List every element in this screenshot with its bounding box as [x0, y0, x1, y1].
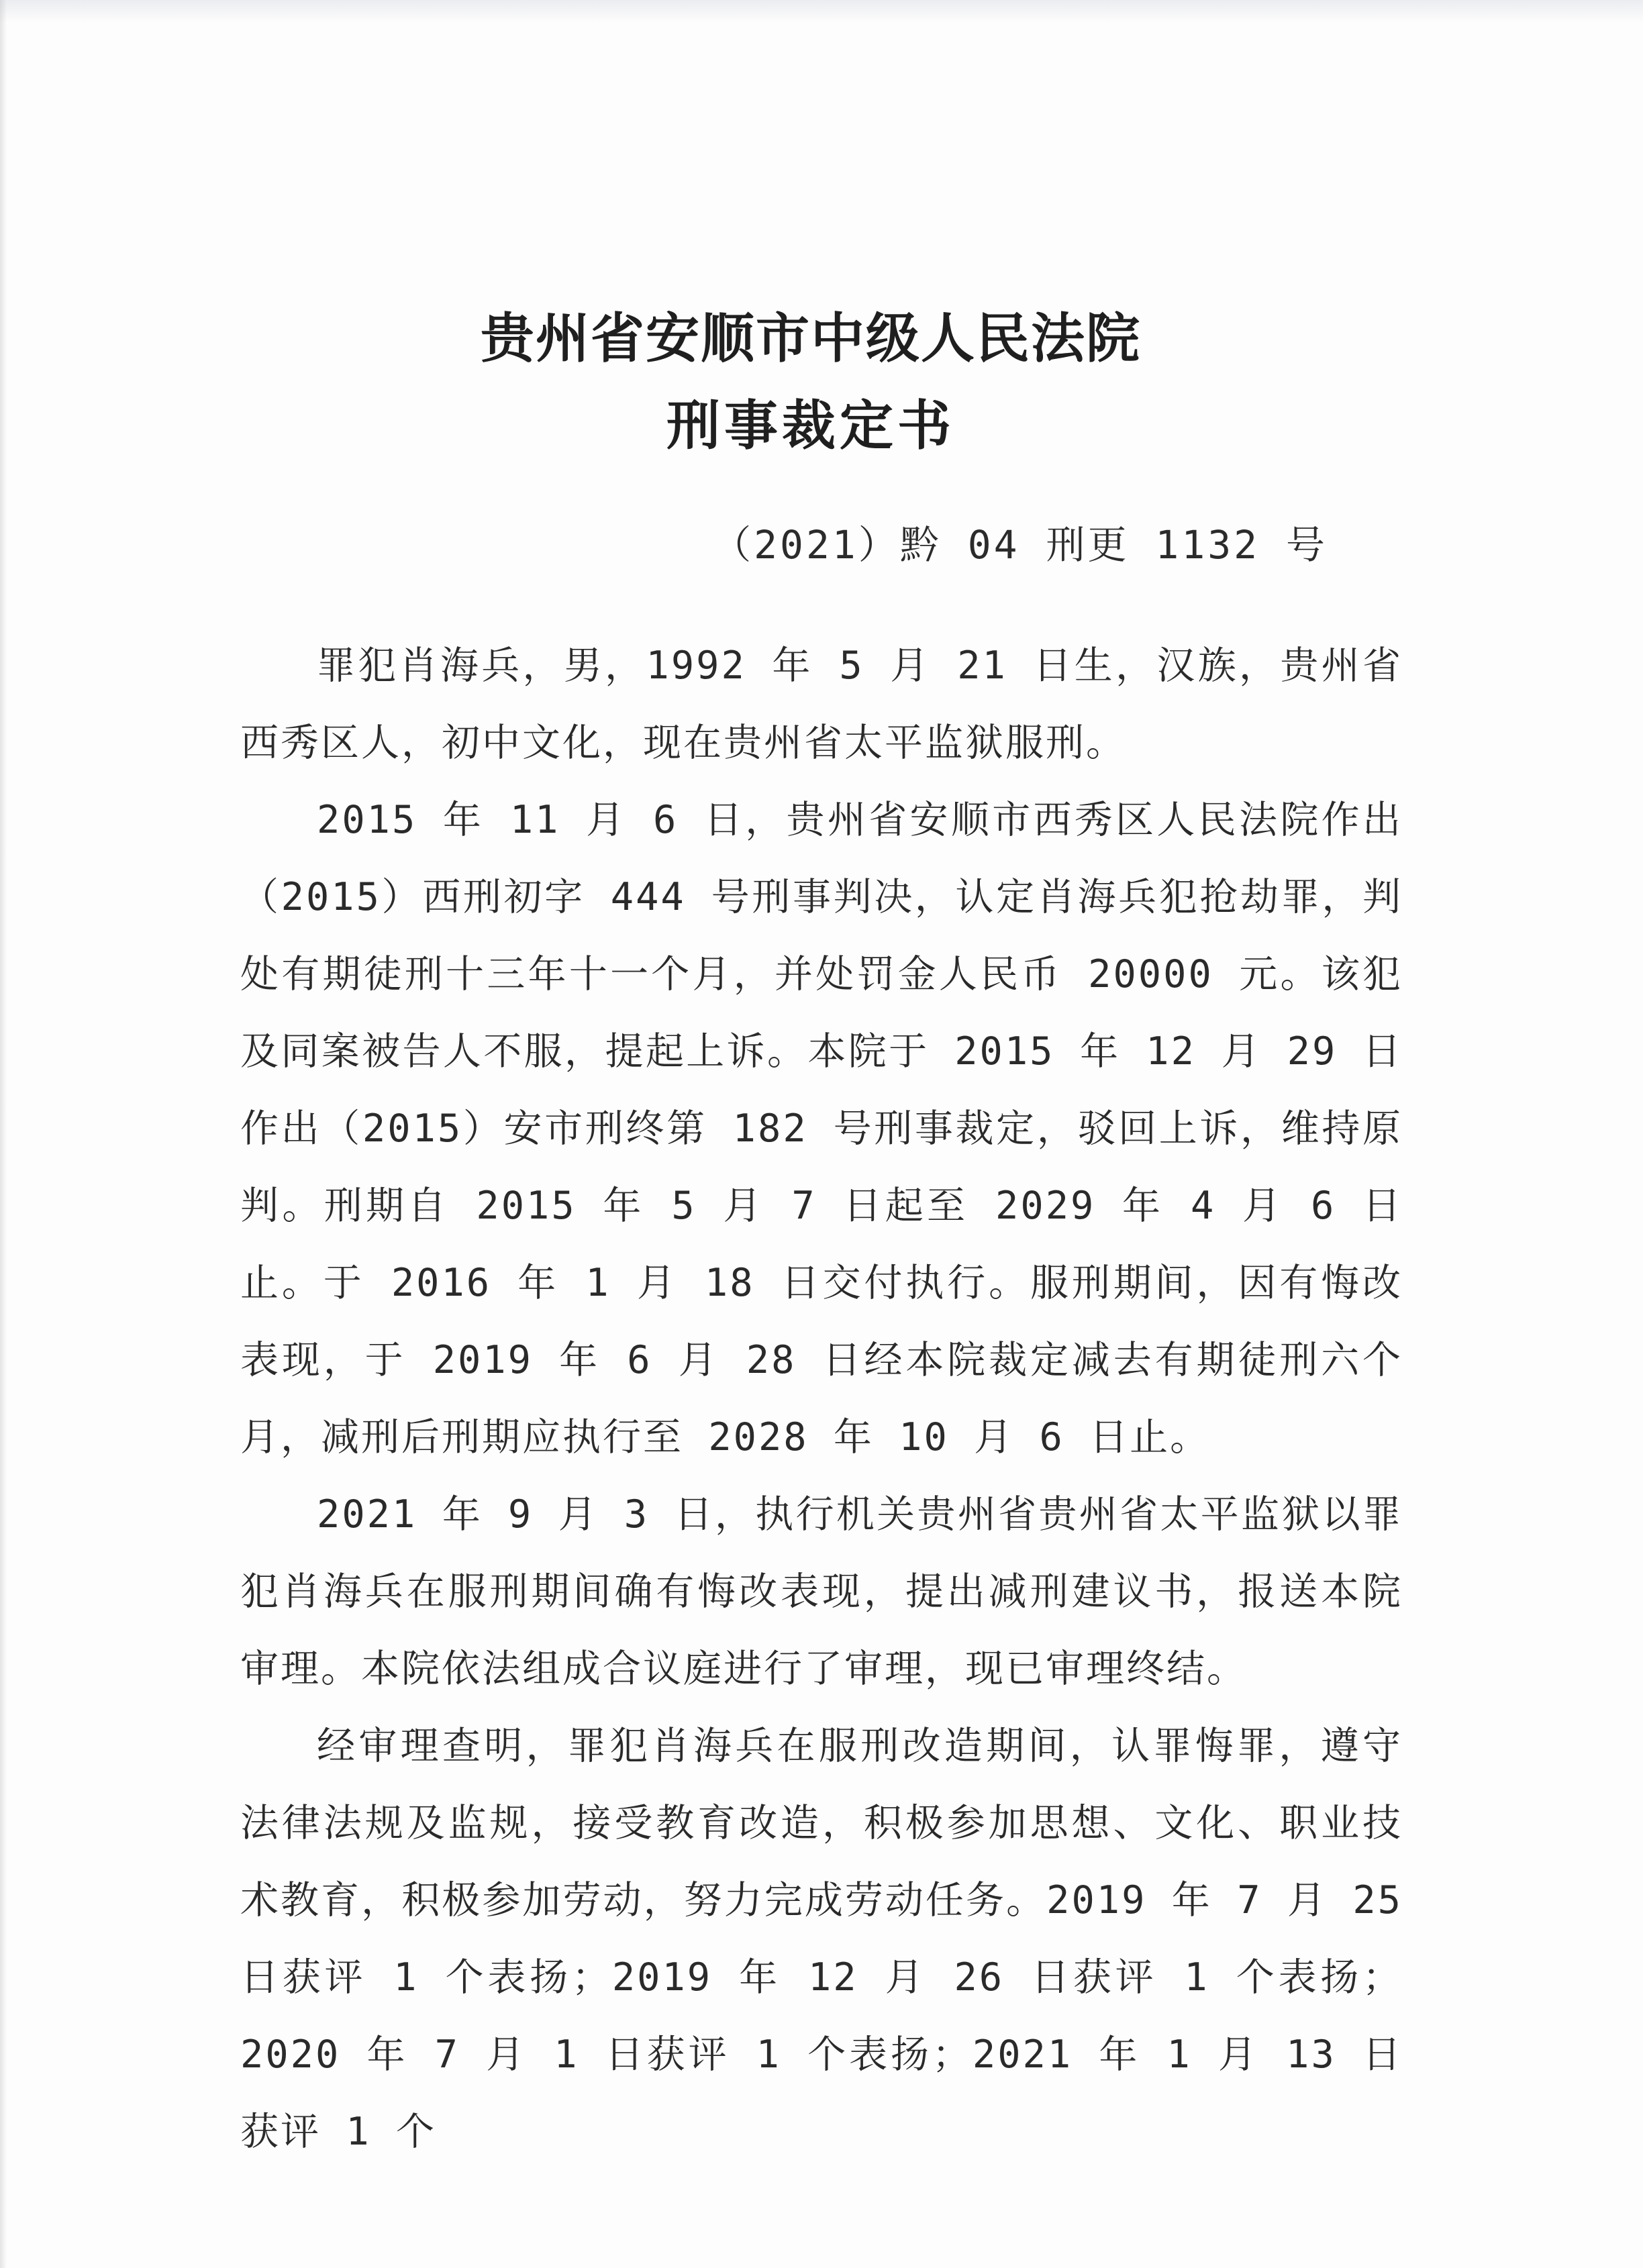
- case-number: （2021）黔 04 刑更 1132 号: [712, 522, 1328, 568]
- paragraph-findings: 经审理查明，罪犯肖海兵在服刑改造期间，认罪悔罪，遵守法律法规及监规，接受教育改造，积极参加思想、文化、职业技术教育，积极参加劳动，努力完成劳动任务。2019 年 7 月 25 日获评 1 个表扬；2019 年 12 月 26 日获评 1 个表扬；2020 年 7 月 1 日获评 1 个表扬；2021 年 1 月 13 日获评 1 个: [240, 1724, 1403, 2154]
- document-type-heading: 刑事裁定书: [666, 394, 955, 457]
- scan-edge-shadow: [0, 0, 1643, 23]
- paragraph-commutation-proposal: 2021 年 9 月 3 日，执行机关贵州省贵州省太平监狱以罪犯肖海兵在服刑期间确有悔改表现，提出减刑建议书，报送本院审理。本院依法组成合议庭进行了审理，现已审理终结。: [240, 1492, 1403, 1691]
- court-name-heading: 贵州省安顺市中级人民法院: [481, 307, 1141, 370]
- paragraph-sentence-history: 2015 年 11 月 6 日，贵州省安顺市西秀区人民法院作出（2015）西刑初字 444 号刑事判决，认定肖海兵犯抢劫罪，判处有期徒刑十三年十一个月，并处罚金人民币 20000 元。该犯及同案被告人不服，提起上诉。本院于 2015 年 12 月 29 日作出（2015）安市刑终第 182 号刑事裁定，驳回上诉，维持原判。刑期自 2015 年 5 月 7 日起至 2029 年 4 月 6 日止。于 2016 年 1 月 18 日交付执行。服刑期间，因有悔改表现，于 2019 年 6 月 28 日经本院裁定减去有期徒刑六个月，减刑后刑期应执行至 2028 年 10 月 6 日止。: [240, 798, 1403, 1459]
- paragraph-defendant-info: 罪犯肖海兵，男，1992 年 5 月 21 日生，汉族，贵州省西秀区人，初中文化，现在贵州省太平监狱服刑。: [240, 643, 1403, 765]
- document-body: [240, 627, 1403, 2171]
